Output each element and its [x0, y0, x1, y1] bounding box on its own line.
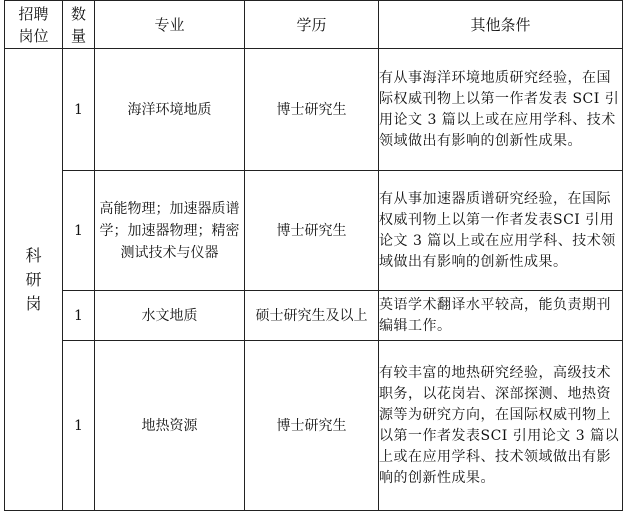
- degree-cell: 博士研究生: [245, 49, 379, 171]
- table-row: [5, 291, 623, 341]
- degree-cell: 博士研究生: [245, 171, 379, 291]
- table-row: [5, 49, 623, 171]
- header-quantity: 数量: [63, 1, 95, 49]
- conditions-cell: 有较丰富的地热研究经验，高级技术职务，以花岗岩、深部探测、地热资源等为研究方向，在国际权威刊物上以第一作者发表SCI 引用论文 3 篇以上或在应用学科、技术领域做出有影响的创新性成果。: [379, 341, 623, 511]
- conditions-cell: 有从事加速器质谱研究经验，在国际权威刊物上以第一作者发表SCI 引用论文 3 篇以上或在应用学科、技术领域做出有影响的创新性成果。: [379, 171, 623, 291]
- conditions-cell: 有从事海洋环境地质研究经验，在国际权威刊物上以第一作者发表 SCI 引用论文 3 篇以上或在应用学科、技术领域做出有影响的创新性成果。: [379, 49, 623, 171]
- quantity-cell: 1: [63, 171, 95, 291]
- major-cell: 高能物理；加速器质谱学；加速器物理；精密测试技术与仪器: [95, 171, 245, 291]
- recruitment-table: [4, 0, 623, 511]
- table-row: [5, 341, 623, 511]
- major-cell: 水文地质: [95, 291, 245, 341]
- table-row: [5, 171, 623, 291]
- header-major: 专业: [95, 1, 245, 49]
- major-cell: 海洋环境地质: [95, 49, 245, 171]
- header-position: 招聘岗位: [5, 1, 63, 49]
- conditions-cell: 英语学术翻译水平较高，能负责期刊编辑工作。: [379, 291, 623, 341]
- degree-cell: 硕士研究生及以上: [245, 291, 379, 341]
- quantity-cell: 1: [63, 341, 95, 511]
- degree-cell: 博士研究生: [245, 341, 379, 511]
- quantity-cell: 1: [63, 291, 95, 341]
- header-row: [5, 1, 623, 49]
- position-cell: 科研岗: [5, 49, 63, 511]
- header-conditions: 其他条件: [379, 1, 623, 49]
- header-degree: 学历: [245, 1, 379, 49]
- major-cell: 地热资源: [95, 341, 245, 511]
- quantity-cell: 1: [63, 49, 95, 171]
